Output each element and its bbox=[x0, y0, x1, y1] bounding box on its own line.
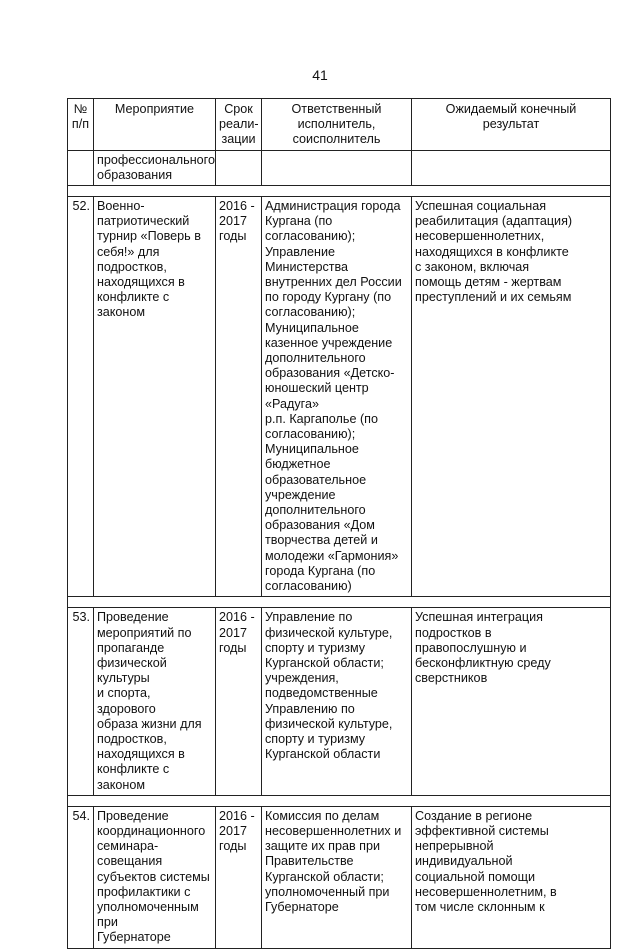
cell-num: 53. bbox=[68, 608, 94, 795]
row-gap bbox=[68, 795, 611, 806]
cell-result bbox=[412, 150, 611, 185]
table-header-row bbox=[68, 99, 611, 151]
cell-result: Успешная социальная реабилитация (адаптация) несовершеннолетних, находящихся в конфликте с законом, включая помощь детям - жертвам преступлений и их семьям bbox=[412, 197, 611, 597]
cell-term: 2016 - 2017 годы bbox=[216, 197, 262, 597]
cell-event: Проведение координационного семинара-совещания субъектов системы профилактики с уполномоченным при Губернаторе bbox=[94, 806, 216, 948]
cell-event: Военно- патриотический турнир «Поверь в себя!» для подростков, находящихся в конфликте с законом bbox=[94, 197, 216, 597]
cell-term: 2016 - 2017 годы bbox=[216, 806, 262, 948]
cell-result: Создание в регионе эффективной системы непрерывной индивидуальной социальной помощи несовершеннолетним, в том числе склонным к bbox=[412, 806, 611, 948]
header-num: № п/п bbox=[68, 99, 94, 151]
cell-num bbox=[68, 150, 94, 185]
cell-num: 52. bbox=[68, 197, 94, 597]
table-row-continued bbox=[68, 150, 611, 185]
cell-event: профессионального образования bbox=[94, 150, 216, 185]
cell-term: 2016 - 2017 годы bbox=[216, 608, 262, 795]
cell-responsible bbox=[262, 150, 412, 185]
cell-responsible: Администрация города Кургана (по согласованию); Управление Министерства внутренних дел России по городу Кургану (по согласованию); Муниципальное казенное учреждение дополнительного образования «Детско- юношеский центр «Радуга» р.п. Каргаполье (по согласованию); Муниципальное бюджетное образовательное учреждение дополнительного образования «Дом творчества детей и молодежи «Гармония» города Кургана (по согласованию) bbox=[262, 197, 412, 597]
table-row bbox=[68, 806, 611, 948]
row-gap bbox=[68, 186, 611, 197]
cell-responsible: Комиссия по делам несовершеннолетних и защите их прав при Правительстве Курганской области; уполномоченный при Губернаторе bbox=[262, 806, 412, 948]
header-term: Срок реали- зации bbox=[216, 99, 262, 151]
row-gap bbox=[68, 597, 611, 608]
cell-term bbox=[216, 150, 262, 185]
table-row bbox=[68, 197, 611, 597]
header-result: Ожидаемый конечный результат bbox=[412, 99, 611, 151]
cell-event: Проведение мероприятий по пропаганде физической культуры и спорта, здорового образа жизни для подростков, находящихся в конфликте с законом bbox=[94, 608, 216, 795]
measures-table bbox=[67, 98, 611, 949]
header-responsible: Ответственный исполнитель, соисполнитель bbox=[262, 99, 412, 151]
header-event: Мероприятие bbox=[94, 99, 216, 151]
cell-responsible: Управление по физической культуре, спорту и туризму Курганской области; учреждения, подведомственные Управлению по физической культуре, спорту и туризму Курганской области bbox=[262, 608, 412, 795]
table-row bbox=[68, 608, 611, 795]
cell-result: Успешная интеграция подростков в правопослушную и бесконфликтную среду сверстников bbox=[412, 608, 611, 795]
page-number: 41 bbox=[312, 67, 328, 83]
cell-num: 54. bbox=[68, 806, 94, 948]
